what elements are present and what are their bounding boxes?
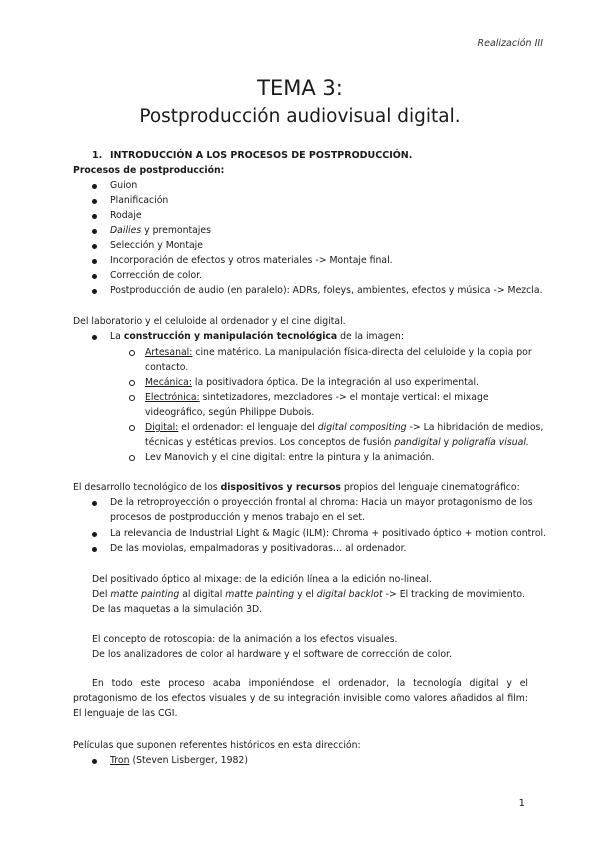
section-title: INTRODUCCIÓN A LOS PROCESOS DE POSTPRODUCCIÓN. — [110, 150, 413, 161]
closing-paragraph: En todo este proceso acaba imponiéndose el ordenador, la tecnología digital y el protagonismo de los efectos visuales y de su integración invisible como valores añadidos al film: El lenguaje de las CGI. — [73, 678, 528, 719]
indented-line: El concepto de rotoscopia: de la animación a los efectos visuales. — [92, 634, 398, 645]
sub-item-digital: Digital: el ordenador: el lenguaje del digital compositing -> La hibridación de medios, — [145, 422, 544, 433]
paragraph: El desarrollo tecnológico de los dispositivos y recursos propios del lenguaje cinematográfico: — [73, 482, 520, 493]
indented-line: De las maquetas a la simulación 3D. — [92, 604, 263, 615]
list-item: Dailies y premontajes — [110, 225, 211, 236]
sub-bullet — [129, 425, 135, 431]
list-item: De la retroproyección o proyección frontal al chroma: Hacia un mayor protagonismo de los — [110, 497, 533, 508]
bullet — [92, 335, 97, 340]
sub-item-artesanal-cont: contacto. — [145, 362, 189, 373]
page-title: TEMA 3: — [257, 76, 343, 100]
section-number: 1. — [92, 150, 103, 161]
sub-item-electronica-cont: videográfico, según Philippe Dubois. — [145, 407, 315, 418]
film-item: Tron (Steven Lisberger, 1982) — [110, 755, 248, 766]
bullet — [92, 184, 97, 189]
list-item: Corrección de color. — [110, 270, 203, 281]
paragraph: Del laboratorio y el celuloide al ordenador y el cine digital. — [73, 316, 346, 327]
bullet — [92, 759, 97, 764]
bullet — [92, 547, 97, 552]
film-title: Tron — [110, 755, 130, 766]
bullet — [92, 199, 97, 204]
list-item: De las moviolas, empalmadoras y positivadoras… al ordenador. — [110, 543, 407, 554]
sub-bullet — [129, 395, 135, 401]
list-item: Guion — [110, 180, 138, 191]
list-item: Selección y Montaje — [110, 240, 203, 251]
bullet — [92, 501, 97, 506]
processes-heading: Procesos de postproducción: — [73, 165, 225, 176]
sub-bullet — [129, 350, 135, 356]
bullet — [92, 532, 97, 537]
bullet — [92, 229, 97, 234]
page-subtitle: Postproducción audiovisual digital. — [139, 106, 461, 127]
bullet — [92, 259, 97, 264]
list-item: Planificación — [110, 195, 169, 206]
sub-item-digital-cont: técnicas y estéticas previos. Los conceptos de fusión pandigital y poligrafía visual. — [145, 437, 529, 448]
sub-item-electronica: Electrónica: sintetizadores, mezcladores -> el montaje vertical: el mixage — [145, 392, 489, 403]
list-item: La relevancia de Industrial Light & Magic (ILM): Chroma + positivado óptico + motion control. — [110, 528, 547, 539]
bullet — [92, 244, 97, 249]
sub-bullet — [129, 455, 135, 461]
indented-line: De los analizadores de color al hardware y el software de corrección de color. — [92, 649, 452, 660]
sub-bullet — [129, 380, 135, 386]
list-item-cont: procesos de postproducción y menos trabajo en el set. — [110, 512, 365, 523]
bullet — [92, 274, 97, 279]
running-header: Realización III — [477, 38, 543, 49]
sub-item-mecanica: Mecánica: la positivadora óptica. De la integración al uso experimental. — [145, 377, 480, 388]
sub-item-manovich: Lev Manovich y el cine digital: entre la pintura y la animación. — [145, 452, 435, 463]
sub-item-artesanal: Artesanal: cine matérico. La manipulación física-directa del celuloide y la copia por — [145, 347, 532, 358]
list-item: Rodaje — [110, 210, 142, 221]
page-number: 1 — [518, 798, 525, 809]
dailies-term: Dailies — [110, 225, 142, 236]
list-item: Incorporación de efectos y otros materiales -> Montaje final. — [110, 255, 393, 266]
list-item: Postproducción de audio (en paralelo): ADRs, foleys, ambientes, efectos y música -> Mezcla. — [110, 285, 543, 296]
films-heading: Películas que suponen referentes históricos en esta dirección: — [73, 740, 361, 751]
indented-line: Del matte painting al digital matte painting y el digital backlot -> El tracking de movimiento. — [92, 589, 525, 600]
bullet — [92, 214, 97, 219]
indented-line: Del positivado óptico al mixage: de la edición línea a la edición no-lineal. — [92, 574, 432, 585]
bullet — [92, 289, 97, 294]
list-item: La construcción y manipulación tecnológica de la imagen: — [110, 331, 404, 342]
